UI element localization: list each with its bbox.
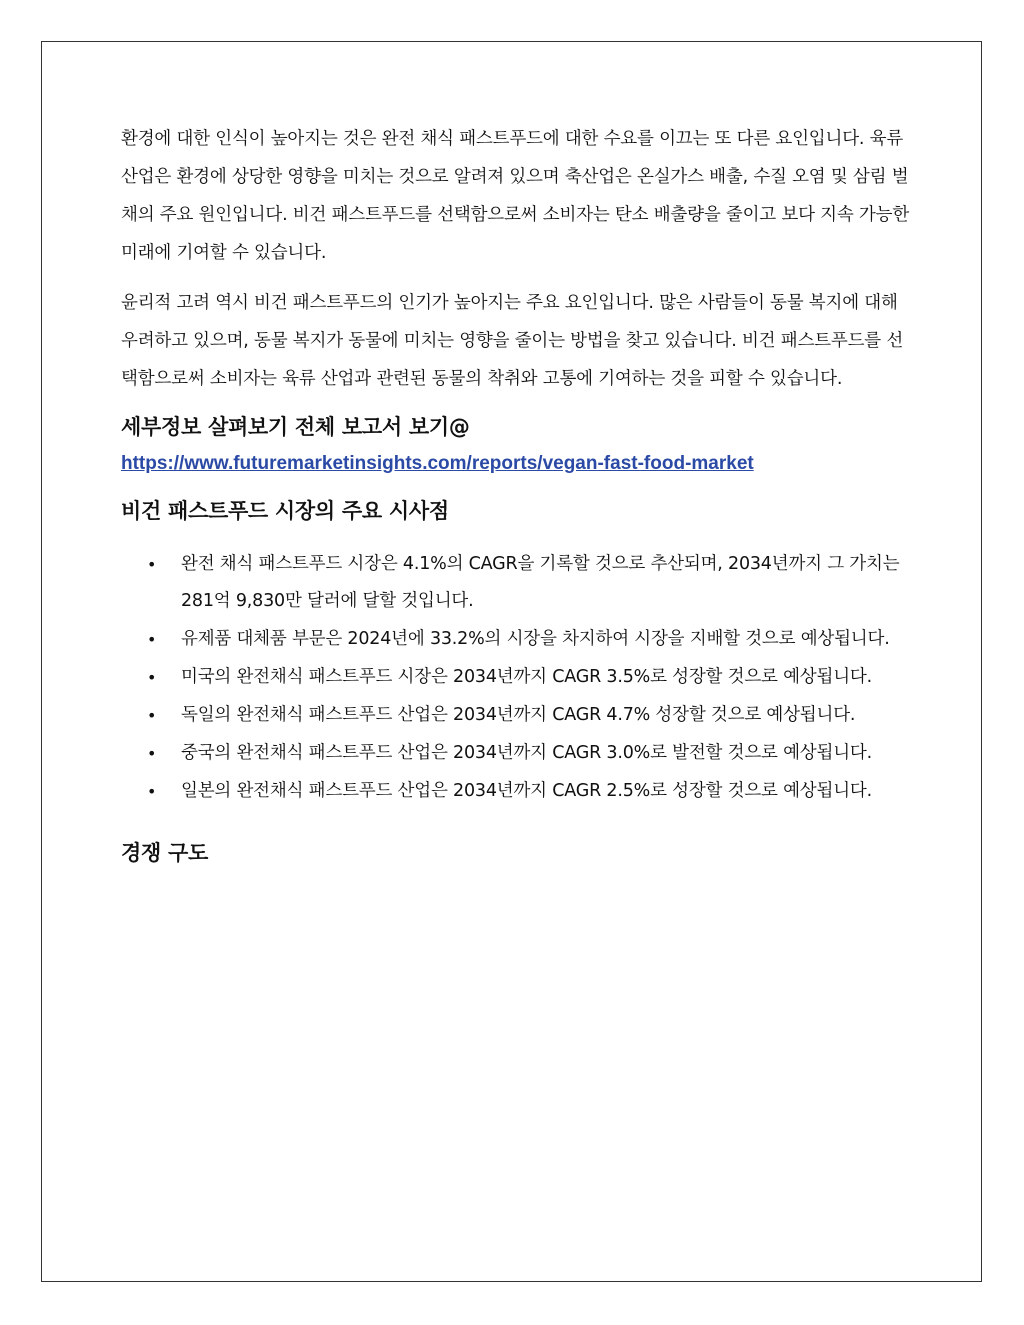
report-heading: 세부정보 살펴보기 전체 보고서 보기@ xyxy=(121,415,470,439)
highlights-heading: 비건 패스트푸드 시장의 주요 시사점 xyxy=(121,499,449,523)
list-item xyxy=(121,546,911,620)
paragraph-ethics: 윤리적 고려 역시 비건 패스트푸드의 인기가 높아지는 주요 요인입니다. 많은 사람들이 동물 복지에 대해 우려하고 있으며, 동물 복지가 동물에 미치는 영향을 줄이는 방법을 찾고 있습니다. 비건 패스트푸드를 선택함으로써 소비자는 육류 산업과 관련된 동물의 착취와 고통에 기여하는 것을 피할 수 있습니다. xyxy=(121,293,904,389)
list-item xyxy=(121,659,911,696)
list-item-text: 완전 채식 패스트푸드 시장은 4.1%의 CAGR을 기록할 것으로 추산되며, 2034년까지 그 가치는 281억 9,830만 달러에 달할 것입니다. xyxy=(181,554,900,611)
bullet-icon: • xyxy=(147,744,157,763)
bullet-icon: • xyxy=(147,668,157,687)
list-item xyxy=(121,735,911,772)
list-item xyxy=(121,773,911,810)
document-body xyxy=(121,120,911,868)
bullet-icon: • xyxy=(147,706,157,725)
bullet-icon: • xyxy=(147,555,157,574)
paragraph-environment: 환경에 대한 인식이 높아지는 것은 완전 채식 패스트푸드에 대한 수요를 이끄는 또 다른 요인입니다. 육류 산업은 환경에 상당한 영향을 미치는 것으로 알려져 있으며 축산업은 온실가스 배출, 수질 오염 및 삼림 벌채의 주요 원인입니다. 비건 패스트푸드를 선택함으로써 소비자는 탄소 배출량을 줄이고 보다 지속 가능한 미래에 기여할 수 있습니다. xyxy=(121,129,910,263)
list-item-text: 독일의 완전채식 패스트푸드 산업은 2034년까지 CAGR 4.7% 성장할 것으로 예상됩니다. xyxy=(181,705,856,725)
list-item-text: 미국의 완전채식 패스트푸드 시장은 2034년까지 CAGR 3.5%로 성장할 것으로 예상됩니다. xyxy=(181,667,872,687)
list-item-text: 유제품 대체품 부문은 2024년에 33.2%의 시장을 차지하여 시장을 지배할 것으로 예상됩니다. xyxy=(181,629,890,649)
bullet-icon: • xyxy=(147,782,157,801)
bullet-icon: • xyxy=(147,630,157,649)
list-item-text: 중국의 완전채식 패스트푸드 산업은 2034년까지 CAGR 3.0%로 발전할 것으로 예상됩니다. xyxy=(181,743,872,763)
highlights-list xyxy=(121,546,911,810)
competition-heading: 경쟁 구도 xyxy=(121,841,208,865)
list-item xyxy=(121,621,911,658)
report-link[interactable]: https://www.futuremarketinsights.com/reports/vegan-fast-food-market xyxy=(121,453,754,474)
list-item-text: 일본의 완전채식 패스트푸드 산업은 2034년까지 CAGR 2.5%로 성장할 것으로 예상됩니다. xyxy=(181,781,872,801)
list-item xyxy=(121,697,911,734)
